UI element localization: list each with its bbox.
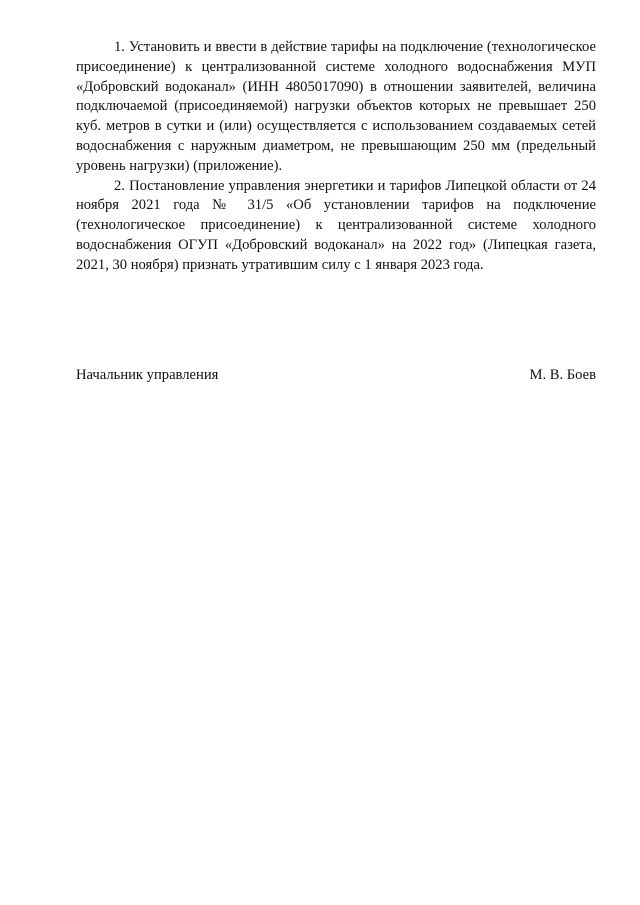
- document-body: [76, 38, 596, 276]
- signatory-name: М. В. Боев: [529, 367, 596, 383]
- signatory-position: Начальник управления: [76, 367, 219, 383]
- paragraph-2: 2. Постановление управления энергетики и тарифов Липецкой области от 24 ноября 2021 года № 31/5 «Об установлении тарифов на подключение (технологическое присоединение) к централизованной системе холодного водоснабжения ОГУП «Добровский водоканал» на 2022 год» (Липецкая газета, 2021, 30 ноября) признать утратившим силу с 1 января 2023 года.: [76, 177, 596, 273]
- signature-block: [76, 366, 596, 386]
- paragraph-1: 1. Установить и ввести в действие тарифы на подключение (технологическое присоединение) к централизованной системе холодного водоснабжения МУП «Добровский водоканал» (ИНН 4805017090) в отношении заявителей, величина подключаемой (присоединяемой) нагрузки объектов которых не превышает 250 куб. метров в сутки и (или) осуществляется с использованием создаваемых сетей водоснабжения с наружным диаметром, не превышающим 250 мм (предельный уровень нагрузки) (приложение).: [76, 39, 596, 174]
